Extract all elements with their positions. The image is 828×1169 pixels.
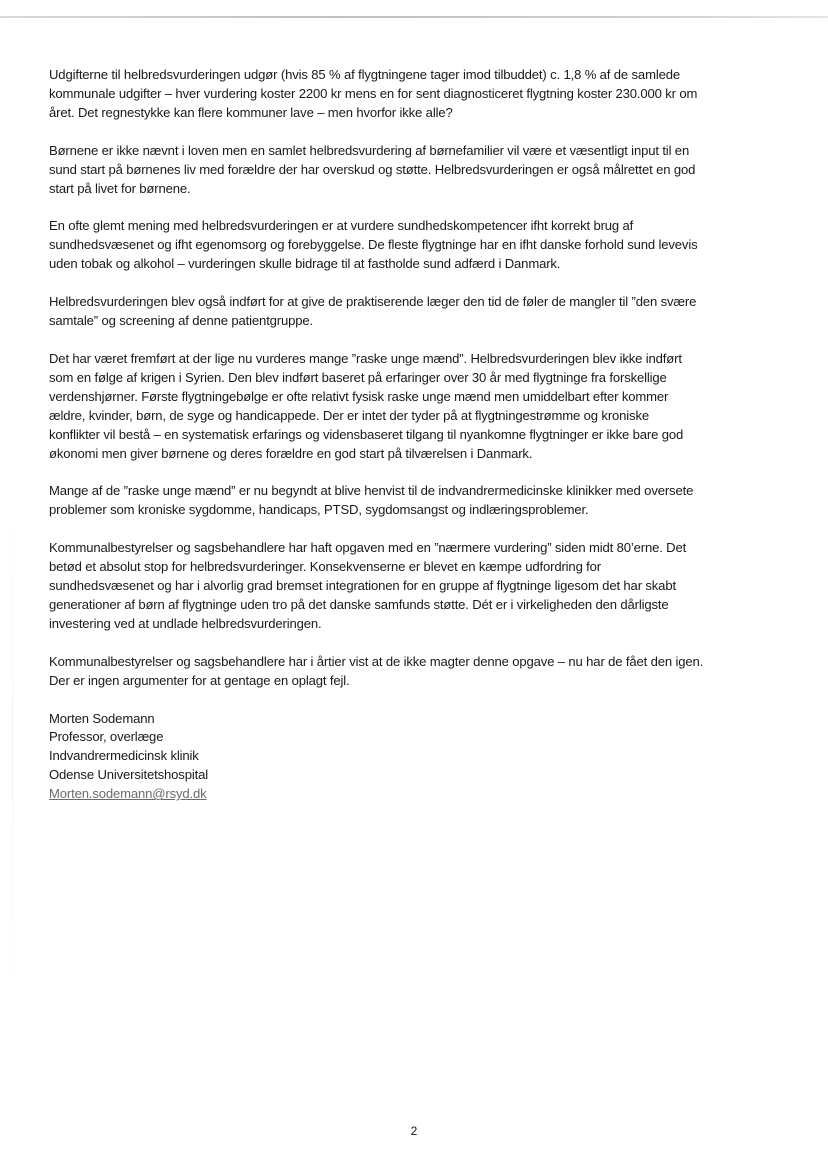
page-number: 2	[410, 1124, 418, 1138]
paragraph-conclusion: Kommunalbestyrelser og sagsbehandlere har i årtier vist at de ikke magter denne opgave – nu har de fået den igen. Der er ingen argumenter for at gentage en oplagt fejl.	[49, 653, 704, 688]
paragraph-healthy-young-men: Det har været fremført at der lige nu vurderes mange ”raske unge mænd”. Helbredsvurderingen blev ikke indført som en følge af krigen i Syrien. Den blev indført baseret på erfaringer over 30 år med flygtninge fra forskellige verdenshjørner. Første flygtningebølge er ofte relativt fysisk raske unge mænd men umiddelbart efter kommer ældre, kvinder, børn, de syge og handicappede. Der er intet der tyder på at flygtningestrømme og kroniske konflikter vil bestå – en systematisk erfarings og vidensbaseret tilgang til nyankomne flygtninger er ikke bare god økonomi men giver børnene og deres forældre en god start på tilværelsen i Danmark.	[49, 350, 684, 461]
paragraph-referrals: Mange af de ”raske unge mænd” er nu begyndt at blive henvist til de indvandrermedicinske klinikker med oversete problemer som kroniske sygdomme, handicaps, PTSD, sygdomsangst og indlæringsproblemer.	[49, 483, 694, 518]
signature-email-link[interactable]: Morten.sodemann@rsyd.dk	[49, 786, 207, 802]
paragraph-costs: Udgifterne til helbredsvurderingen udgør (hvis 85 % af flygtningene tager imod tilbuddet) c. 1,8 % af de samlede kommunale udgifter – hver vurdering koster 2200 kr mens en for sent diagnosticeret flygtning koster 230.000 kr om året. Det regnestykke kan flere kommuner lave – men hvorfor ikke alle?	[49, 67, 698, 120]
scan-top-edge-line	[0, 16, 828, 18]
paragraph-children: Børnene er ikke nævnt i loven men en samlet helbredsvurdering af børnefamilier vil være et væsentligt input til en sund start på børnenes liv med forældre der har overskud og støtte. Helbredsvurderingen er også målrettet en god start på livet for børnene.	[49, 142, 696, 196]
paragraph-municipal-boards: Kommunalbestyrelser og sagsbehandlere har haft opgaven med en ”nærmere vurdering” siden midt 80’erne. Det betød et absolut stop for helbredsvurderinger. Konsekvenserne er blevet en kæmpe udfordring for sundhedsvæsenet og har i alvorlig grad bremset integrationen for en gruppe af flygtninge ligesom det har skabt generationer af børn af flygtninge uden tro på det danske samfunds støtte. Dét er i virkeligheden den dårligste investering ved at undlade helbredsvurderingen.	[49, 540, 687, 631]
signature-title: Professor, overlæge	[49, 729, 164, 745]
signature-hospital: Odense Universitetshospital	[49, 767, 208, 783]
scan-shadow	[12, 520, 13, 980]
signature-block	[49, 710, 779, 805]
letter-body	[49, 66, 779, 804]
paragraph-general-practitioners: Helbredsvurderingen blev også indført for at give de praktiserende læger den tid de føler de mangler til ”den svære samtale” og screening af denne patientgruppe.	[49, 294, 697, 329]
signature-department: Indvandrermedicinsk klinik	[49, 748, 199, 764]
paragraph-health-competence: En ofte glemt mening med helbredsvurderingen er at vurdere sundhedskompetencer ifht korrekt brug af sundhedsvæsenet og ifht egenomsorg og forebyggelse. De fleste flygtninge har en ifht danske forhold sund levevis uden tobak og alkohol – vurderingen skulle bidrage til at fastholde sund adfærd i Danmark.	[49, 218, 698, 272]
signature-name: Morten Sodemann	[49, 710, 155, 726]
